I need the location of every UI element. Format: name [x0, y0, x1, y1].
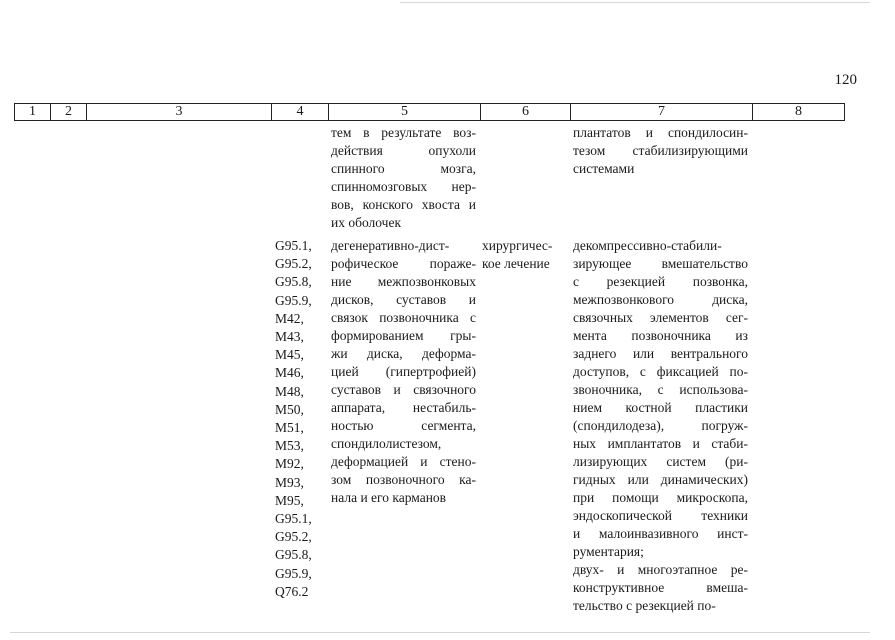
text-line: зирующее вмешательство — [573, 256, 748, 271]
text-line: формированием гры- — [331, 328, 476, 343]
text-line: гидных или динамических) — [573, 472, 748, 487]
text-line: хирургичес- — [482, 238, 553, 253]
page-number: 120 — [834, 72, 857, 88]
text-line: лизирующих систем (ри- — [573, 454, 748, 469]
text-line: жи диска, деформа- — [331, 346, 476, 361]
text-line: системами — [573, 161, 635, 176]
top-row-diagnosis-cell — [331, 124, 476, 232]
text-line: аппарата, нестабиль- — [331, 400, 476, 415]
text-line: двух- и многоэтапное ре- — [573, 562, 748, 577]
scan-artifact-top — [400, 2, 870, 3]
icd-code: G95.8, — [275, 547, 312, 563]
icd-code: G95.9, — [275, 565, 312, 581]
main-row-treatment-type-cell — [482, 237, 567, 273]
text-line: спондилолистезом, — [331, 436, 442, 451]
text-line: ние межпозвонковых — [331, 274, 476, 289]
icd-code: M42, — [275, 310, 304, 326]
icd-code: M95, — [275, 492, 304, 508]
text-line: действия опухоли — [331, 143, 476, 158]
table-header-row — [14, 103, 845, 121]
text-line: эндоскопической техники — [573, 508, 748, 523]
header-col-1: 1 — [15, 104, 51, 120]
text-line: зом позвоночного ка- — [331, 472, 476, 487]
text-line: межпозвонкового диска, — [573, 292, 748, 307]
text-line: вов, конского хвоста и — [331, 197, 476, 212]
text-line: связок позвоночника с — [331, 310, 476, 325]
icd-code: G95.9, — [275, 292, 312, 308]
icd-code: Q76.2 — [275, 583, 309, 599]
header-col-2: 2 — [51, 104, 87, 120]
text-line: звоночника, с использова- — [573, 382, 748, 397]
text-line: рументария; — [573, 544, 644, 559]
icd-code: G95.2, — [275, 529, 312, 545]
text-line: связочных элементов сег- — [573, 310, 748, 325]
text-line: мента позвоночника из — [573, 328, 748, 343]
text-line: ностью сегмента, — [331, 418, 476, 433]
icd-code: M51, — [275, 420, 304, 436]
icd-code: G95.8, — [275, 274, 312, 290]
icd-code: M93, — [275, 474, 304, 490]
text-line: доступов, с фиксацией по- — [573, 364, 748, 379]
icd-code: M92, — [275, 456, 304, 472]
header-col-3: 3 — [87, 104, 272, 120]
text-line: их оболочек — [331, 215, 402, 230]
icd-code: G95.1, — [275, 511, 312, 527]
icd-codes-cell — [275, 237, 330, 601]
top-row-method-cell — [573, 124, 748, 178]
text-line: тезом стабилизирующими — [573, 143, 748, 158]
text-line: и малоинвазивного инст- — [573, 526, 748, 541]
main-row-method-cell — [573, 237, 748, 615]
header-col-7: 7 — [571, 104, 753, 120]
header-col-8: 8 — [795, 104, 802, 119]
text-line: плантатов и спондилосин- — [573, 125, 748, 140]
scan-artifact-bottom — [10, 632, 870, 633]
header-col-6: 6 — [481, 104, 571, 120]
main-row-diagnosis-cell — [331, 237, 476, 507]
text-line: кое лечение — [482, 256, 550, 271]
text-line: суставов и связочного — [331, 382, 476, 397]
text-line: (спондилодеза), погруж- — [573, 418, 748, 433]
text-line: дегенеративно-дист- — [331, 238, 450, 253]
icd-code: M53, — [275, 438, 304, 454]
text-line: тем в результате воз- — [331, 125, 476, 140]
text-line: дисков, суставов и — [331, 292, 476, 307]
text-line: нием костной пластики — [573, 400, 748, 415]
icd-code: M46, — [275, 365, 304, 381]
text-line: спинного мозга, — [331, 161, 476, 176]
text-line: цией (гипертрофией) — [331, 364, 476, 379]
text-line: рофическое пораже- — [331, 256, 476, 271]
text-line: деформацией и стено- — [331, 454, 476, 469]
text-line: конструктивное вмеша- — [573, 580, 748, 595]
text-line: спинномозговых нер- — [331, 179, 476, 194]
header-col-4: 4 — [272, 104, 329, 120]
text-line: с резекцией позвонка, — [573, 274, 748, 289]
icd-code: M43, — [275, 329, 304, 345]
text-line: нала и его карманов — [331, 490, 447, 505]
icd-code: M48, — [275, 383, 304, 399]
text-line: ных имплантатов и стаби- — [573, 436, 748, 451]
icd-code: M50, — [275, 401, 304, 417]
text-line: тельство с резекцией по- — [573, 598, 716, 613]
icd-code: G95.1, — [275, 238, 312, 253]
text-line: заднего или вентрального — [573, 346, 748, 361]
icd-code: G95.2, — [275, 256, 312, 272]
icd-code: M45, — [275, 347, 304, 363]
text-line: при помощи микроскопа, — [573, 490, 748, 505]
header-col-5: 5 — [329, 104, 481, 120]
text-line: декомпрессивно-стабили- — [573, 238, 722, 253]
